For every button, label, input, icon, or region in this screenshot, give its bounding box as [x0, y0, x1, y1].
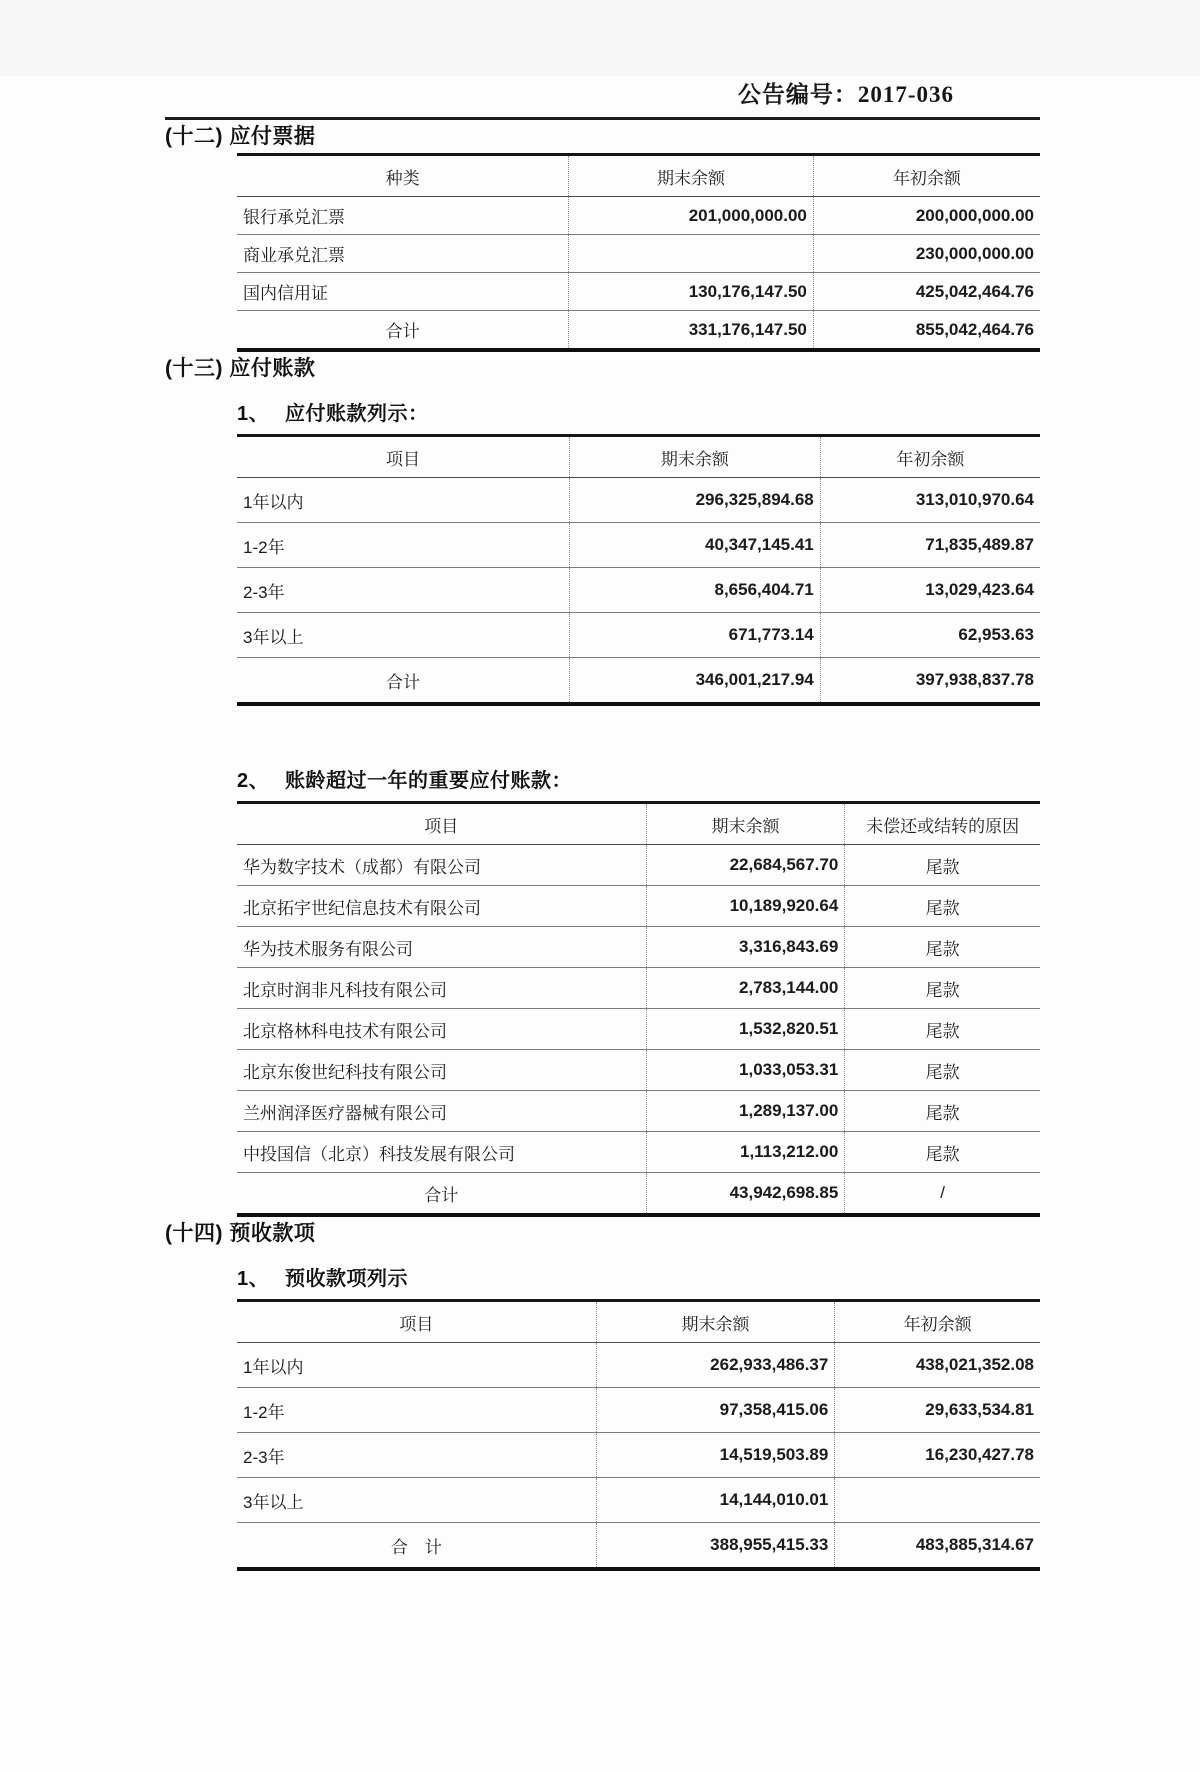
table-header-row — [237, 155, 1040, 197]
column-header: 期末余额 — [569, 155, 814, 197]
table-cell: 8,656,404.71 — [569, 568, 820, 613]
table-cell: 尾款 — [845, 845, 1040, 886]
table-cell: 尾款 — [845, 1009, 1040, 1050]
column-header: 期末余额 — [569, 436, 820, 478]
table-cell: 40,347,145.41 — [569, 523, 820, 568]
table-cell: 313,010,970.64 — [820, 478, 1040, 523]
table-cell: 71,835,489.87 — [820, 523, 1040, 568]
column-header: 期末余额 — [646, 803, 845, 845]
table-cell: 1,113,212.00 — [646, 1132, 845, 1173]
subsection-number: 1、 — [237, 1268, 270, 1290]
subsection-text: 预收款项列示 — [285, 1268, 408, 1290]
table-row — [237, 845, 1040, 886]
column-header: 种类 — [237, 155, 569, 197]
table-cell: 2-3年 — [237, 568, 569, 613]
table-row — [237, 886, 1040, 927]
table-cell: 3年以上 — [237, 613, 569, 658]
table-cell — [569, 235, 814, 273]
table-cell: 483,885,314.67 — [835, 1523, 1040, 1570]
section-13-title: (十三) 应付账款 — [165, 357, 316, 380]
table-header-row — [237, 436, 1040, 478]
table-cell: 130,176,147.50 — [569, 273, 814, 311]
table-cell: 13,029,423.64 — [820, 568, 1040, 613]
column-header: 年初余额 — [813, 155, 1040, 197]
table-cell: 银行承兑汇票 — [243, 208, 345, 227]
table-header-row — [237, 1301, 1040, 1343]
column-header: 年初余额 — [820, 436, 1040, 478]
table-cell: 388,955,415.33 — [596, 1523, 835, 1570]
table-cell: 14,519,503.89 — [596, 1433, 835, 1478]
table-cell: 合计 — [237, 658, 569, 705]
table-cell: 1,033,053.31 — [646, 1050, 845, 1091]
table-cell: 3年以上 — [237, 1478, 596, 1523]
subsection-14-1-title — [237, 1262, 1040, 1291]
table-cell: / — [845, 1173, 1040, 1216]
table-cell: 北京东俊世纪科技有限公司 — [237, 1050, 646, 1091]
table-row — [237, 273, 1040, 311]
table-cell: 尾款 — [845, 1050, 1040, 1091]
table-cell: 346,001,217.94 — [569, 658, 820, 705]
subsection-text: 账龄超过一年的重要应付账款： — [285, 770, 572, 792]
table-row — [237, 523, 1040, 568]
document-page — [0, 76, 1200, 1772]
subsection-number: 1、 — [237, 403, 270, 425]
table-cell: 438,021,352.08 — [835, 1343, 1040, 1388]
table-cell: 合计 — [237, 1173, 646, 1216]
major-accounts-payable-table — [237, 801, 1040, 1217]
column-header: 项目 — [237, 1301, 596, 1343]
column-header: 未偿还或结转的原因 — [845, 803, 1040, 845]
table-cell: 1年以内 — [243, 492, 304, 512]
table-row — [237, 1478, 1040, 1523]
table-cell: 合 计 — [237, 1523, 596, 1570]
table-cell: 201,000,000.00 — [569, 197, 814, 235]
table-cell: 397,938,837.78 — [820, 658, 1040, 705]
total-row — [237, 311, 1040, 351]
table-cell: 2-3年 — [237, 1433, 596, 1478]
column-header: 期末余额 — [596, 1301, 835, 1343]
table-cell: 29,633,534.81 — [835, 1388, 1040, 1433]
table-cell: 22,684,567.70 — [646, 845, 845, 886]
subsection-13-2-title — [237, 764, 1040, 793]
table-cell: 97,358,415.06 — [596, 1388, 835, 1433]
table-cell: 296,325,894.68 — [569, 478, 820, 523]
table-row — [237, 1091, 1040, 1132]
subsection-13-1-title — [237, 397, 1040, 426]
advances-received-table — [237, 1299, 1040, 1571]
column-header: 项目 — [237, 436, 569, 478]
table-cell: 国内信用证 — [237, 273, 569, 311]
table-cell: 华为数字技术（成都）有限公司 — [243, 857, 481, 877]
subsection-text: 应付账款列示： — [285, 403, 429, 425]
table-cell: 尾款 — [845, 886, 1040, 927]
table-row — [237, 1050, 1040, 1091]
table-cell: 商业承兑汇票 — [237, 235, 569, 273]
table-cell: 43,942,698.85 — [646, 1173, 845, 1216]
table-cell: 855,042,464.76 — [813, 311, 1040, 351]
table-cell: 200,000,000.00 — [813, 197, 1040, 235]
table-cell: 1-2年 — [237, 523, 569, 568]
table-cell: 262,933,486.37 — [596, 1343, 835, 1388]
table-row — [237, 1132, 1040, 1173]
table-row — [237, 1433, 1040, 1478]
table-row — [237, 1388, 1040, 1433]
table-row — [237, 235, 1040, 273]
table-cell: 北京格林科电技术有限公司 — [237, 1009, 646, 1050]
table-cell: 10,189,920.64 — [646, 886, 845, 927]
section-12-title: (十二) 应付票据 — [165, 125, 316, 148]
table-row — [237, 1009, 1040, 1050]
table-cell: 兰州润泽医疗器械有限公司 — [237, 1091, 646, 1132]
table-row — [237, 1343, 1040, 1388]
table-cell: 尾款 — [845, 968, 1040, 1009]
table-cell: 华为技术服务有限公司 — [237, 927, 646, 968]
total-row — [237, 658, 1040, 705]
table-cell: 北京拓宇世纪信息技术有限公司 — [237, 886, 646, 927]
table-row — [237, 197, 1040, 235]
table-cell — [835, 1478, 1040, 1523]
table-header-row — [237, 803, 1040, 845]
table-cell: 2,783,144.00 — [646, 968, 845, 1009]
table-cell: 14,144,010.01 — [596, 1478, 835, 1523]
total-row — [237, 1523, 1040, 1570]
table-cell: 尾款 — [845, 1091, 1040, 1132]
table-cell: 中投国信（北京）科技发展有限公司 — [237, 1132, 646, 1173]
table-row — [237, 568, 1040, 613]
subsection-number: 2、 — [237, 770, 270, 792]
table-cell: 尾款 — [845, 1132, 1040, 1173]
table-cell: 3,316,843.69 — [646, 927, 845, 968]
table-cell: 331,176,147.50 — [569, 311, 814, 351]
table-cell: 230,000,000.00 — [813, 235, 1040, 273]
table-cell: 合计 — [237, 311, 569, 351]
notes-payable-table — [237, 153, 1040, 352]
table-cell: 尾款 — [845, 927, 1040, 968]
table-cell: 1,532,820.51 — [646, 1009, 845, 1050]
table-cell: 1-2年 — [237, 1388, 596, 1433]
column-header: 年初余额 — [835, 1301, 1040, 1343]
table-cell: 16,230,427.78 — [835, 1433, 1040, 1478]
column-header: 项目 — [237, 803, 646, 845]
table-row — [237, 927, 1040, 968]
table-row — [237, 613, 1040, 658]
table-row — [237, 478, 1040, 523]
table-cell: 671,773.14 — [569, 613, 820, 658]
table-cell: 1年以内 — [243, 1357, 304, 1377]
section-14-title: (十四) 预收款项 — [165, 1222, 316, 1245]
accounts-payable-aging-table — [237, 434, 1040, 706]
table-cell: 北京时润非凡科技有限公司 — [237, 968, 646, 1009]
table-row — [237, 968, 1040, 1009]
announcement-number: 公告编号：2017-036 — [737, 82, 954, 107]
table-cell: 62,953.63 — [820, 613, 1040, 658]
table-cell: 1,289,137.00 — [646, 1091, 845, 1132]
table-cell: 425,042,464.76 — [813, 273, 1040, 311]
total-row — [237, 1173, 1040, 1216]
